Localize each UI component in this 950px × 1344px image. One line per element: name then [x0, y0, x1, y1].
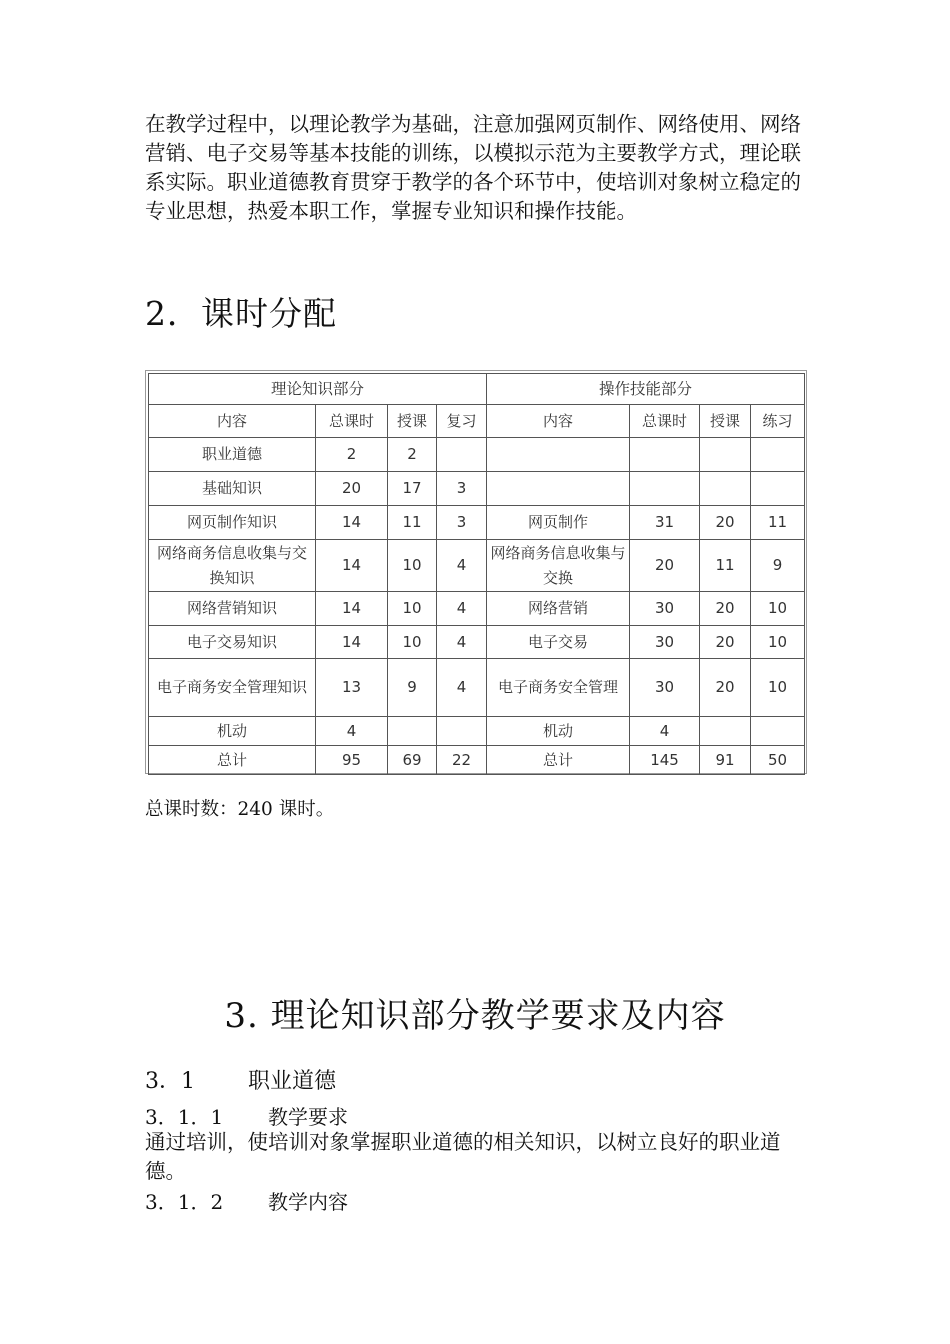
table-cell-r-total: 4	[630, 717, 700, 746]
table-cell-l-lecture	[388, 717, 437, 746]
theory-group-header: 理论知识部分	[149, 374, 487, 405]
table-cell-r-practice: 11	[751, 506, 805, 540]
table-cell-l-total: 14	[316, 592, 388, 626]
table-cell-r-total	[630, 472, 700, 506]
table-row	[149, 438, 805, 472]
table-cell-r-lecture: 91	[700, 746, 751, 775]
table-cell-r-name: 电子商务安全管理	[487, 659, 630, 717]
table-cell-l-total: 14	[316, 506, 388, 540]
table-cell-r-total: 145	[630, 746, 700, 775]
table-cell-r-lecture: 11	[700, 540, 751, 592]
table-cell-r-name: 总计	[487, 746, 630, 775]
table-cell-r-lecture	[700, 717, 751, 746]
table-cell-l-total: 14	[316, 540, 388, 592]
table-cell-r-lecture	[700, 438, 751, 472]
table-cell-r-total: 30	[630, 626, 700, 659]
class-hours-table	[148, 373, 805, 775]
table-cell-l-name: 网络营销知识	[149, 592, 316, 626]
table-cell-l-name: 基础知识	[149, 472, 316, 506]
section-2-title: 2．课时分配	[145, 294, 337, 333]
column-header: 授课	[700, 405, 751, 438]
column-header: 练习	[751, 405, 805, 438]
column-header: 总课时	[316, 405, 388, 438]
table-cell-r-practice	[751, 717, 805, 746]
table-cell-r-name: 电子交易	[487, 626, 630, 659]
table-cell-l-name: 电子商务安全管理知识	[149, 659, 316, 717]
table-cell-r-name: 网页制作	[487, 506, 630, 540]
table-cell-l-review: 3	[437, 506, 487, 540]
table-cell-l-total: 2	[316, 438, 388, 472]
subsection-3-1-1-heading	[145, 1101, 348, 1130]
table-cell-l-review	[437, 717, 487, 746]
table-cell-l-total: 13	[316, 659, 388, 717]
table-column-header-row	[149, 405, 805, 438]
table-cell-r-lecture: 20	[700, 592, 751, 626]
table-cell-l-lecture: 69	[388, 746, 437, 775]
table-cell-r-lecture: 20	[700, 659, 751, 717]
table-cell-r-practice	[751, 472, 805, 506]
table-group-header-row	[149, 374, 805, 405]
subsection-3-1-heading	[145, 1064, 336, 1095]
table-cell-l-lecture: 11	[388, 506, 437, 540]
table-cell-r-total: 30	[630, 659, 700, 717]
subsection-number: 3．1	[145, 1069, 195, 1094]
column-header: 复习	[437, 405, 487, 438]
column-header: 总课时	[630, 405, 700, 438]
table-cell-r-total: 30	[630, 592, 700, 626]
table-row	[149, 717, 805, 746]
table-cell-r-name	[487, 438, 630, 472]
table-cell-r-name: 网络商务信息收集与交换	[487, 540, 630, 592]
subsection-label: 教学要求	[268, 1105, 348, 1129]
table-cell-l-total: 14	[316, 626, 388, 659]
table-cell-r-practice: 10	[751, 626, 805, 659]
table-cell-r-name: 机动	[487, 717, 630, 746]
table-cell-l-review: 3	[437, 472, 487, 506]
intro-paragraph: 在教学过程中，以理论教学为基础，注意加强网页制作、网络使用、网络营销、电子交易等基本技能的训练，以模拟示范为主要教学方式，理论联系实际。职业道德教育贯穿于教学的各个环节中，使培训对象树立稳定的专业思想，热爱本职工作，掌握专业知识和操作技能。	[145, 112, 801, 223]
subsection-number: 3．1．1	[145, 1105, 224, 1129]
table-cell-l-name: 职业道德	[149, 438, 316, 472]
subsection-3-1-2-heading	[145, 1186, 348, 1215]
skills-group-header: 操作技能部分	[487, 374, 805, 405]
column-header: 内容	[487, 405, 630, 438]
class-hours-table-frame	[145, 370, 807, 774]
section-3-title: 3. 理论知识部分教学要求及内容	[224, 996, 726, 1036]
table-cell-l-lecture: 10	[388, 626, 437, 659]
table-cell-l-review: 4	[437, 626, 487, 659]
table-cell-r-total: 20	[630, 540, 700, 592]
table-cell-l-name: 网络商务信息收集与交换知识	[149, 540, 316, 592]
table-cell-l-review	[437, 438, 487, 472]
table-row	[149, 506, 805, 540]
table-cell-r-name	[487, 472, 630, 506]
table-cell-r-practice: 10	[751, 592, 805, 626]
table-cell-l-lecture: 17	[388, 472, 437, 506]
table-row	[149, 626, 805, 659]
table-cell-r-practice: 10	[751, 659, 805, 717]
table-cell-l-name: 总计	[149, 746, 316, 775]
table-row	[149, 592, 805, 626]
table-cell-l-name: 电子交易知识	[149, 626, 316, 659]
table-cell-r-lecture: 20	[700, 506, 751, 540]
table-cell-r-total: 31	[630, 506, 700, 540]
table-cell-r-name: 网络营销	[487, 592, 630, 626]
table-cell-r-practice	[751, 438, 805, 472]
table-row	[149, 472, 805, 506]
table-cell-l-review: 22	[437, 746, 487, 775]
table-cell-l-lecture: 10	[388, 592, 437, 626]
table-cell-l-total: 20	[316, 472, 388, 506]
subsection-number: 3．1．2	[145, 1190, 224, 1214]
total-hours-note: 总课时数：240 课时。	[145, 799, 335, 820]
table-cell-l-lecture: 9	[388, 659, 437, 717]
teaching-requirement-paragraph: 通过培训，使培训对象掌握职业道德的相关知识，以树立良好的职业道德。	[145, 1130, 781, 1183]
column-header: 授课	[388, 405, 437, 438]
table-row	[149, 746, 805, 775]
table-cell-l-review: 4	[437, 540, 487, 592]
table-cell-r-lecture: 20	[700, 626, 751, 659]
table-cell-l-lecture: 2	[388, 438, 437, 472]
subsection-label: 职业道德	[248, 1069, 337, 1094]
table-cell-l-lecture: 10	[388, 540, 437, 592]
table-cell-l-name: 网页制作知识	[149, 506, 316, 540]
table-cell-r-total	[630, 438, 700, 472]
table-cell-r-practice: 9	[751, 540, 805, 592]
table-cell-l-review: 4	[437, 659, 487, 717]
table-cell-l-name: 机动	[149, 717, 316, 746]
table-row	[149, 659, 805, 717]
table-cell-l-review: 4	[437, 592, 487, 626]
table-cell-r-lecture	[700, 472, 751, 506]
subsection-label: 教学内容	[268, 1190, 348, 1214]
table-cell-r-practice: 50	[751, 746, 805, 775]
column-header: 内容	[149, 405, 316, 438]
table-cell-l-total: 4	[316, 717, 388, 746]
table-cell-l-total: 95	[316, 746, 388, 775]
table-row	[149, 540, 805, 592]
